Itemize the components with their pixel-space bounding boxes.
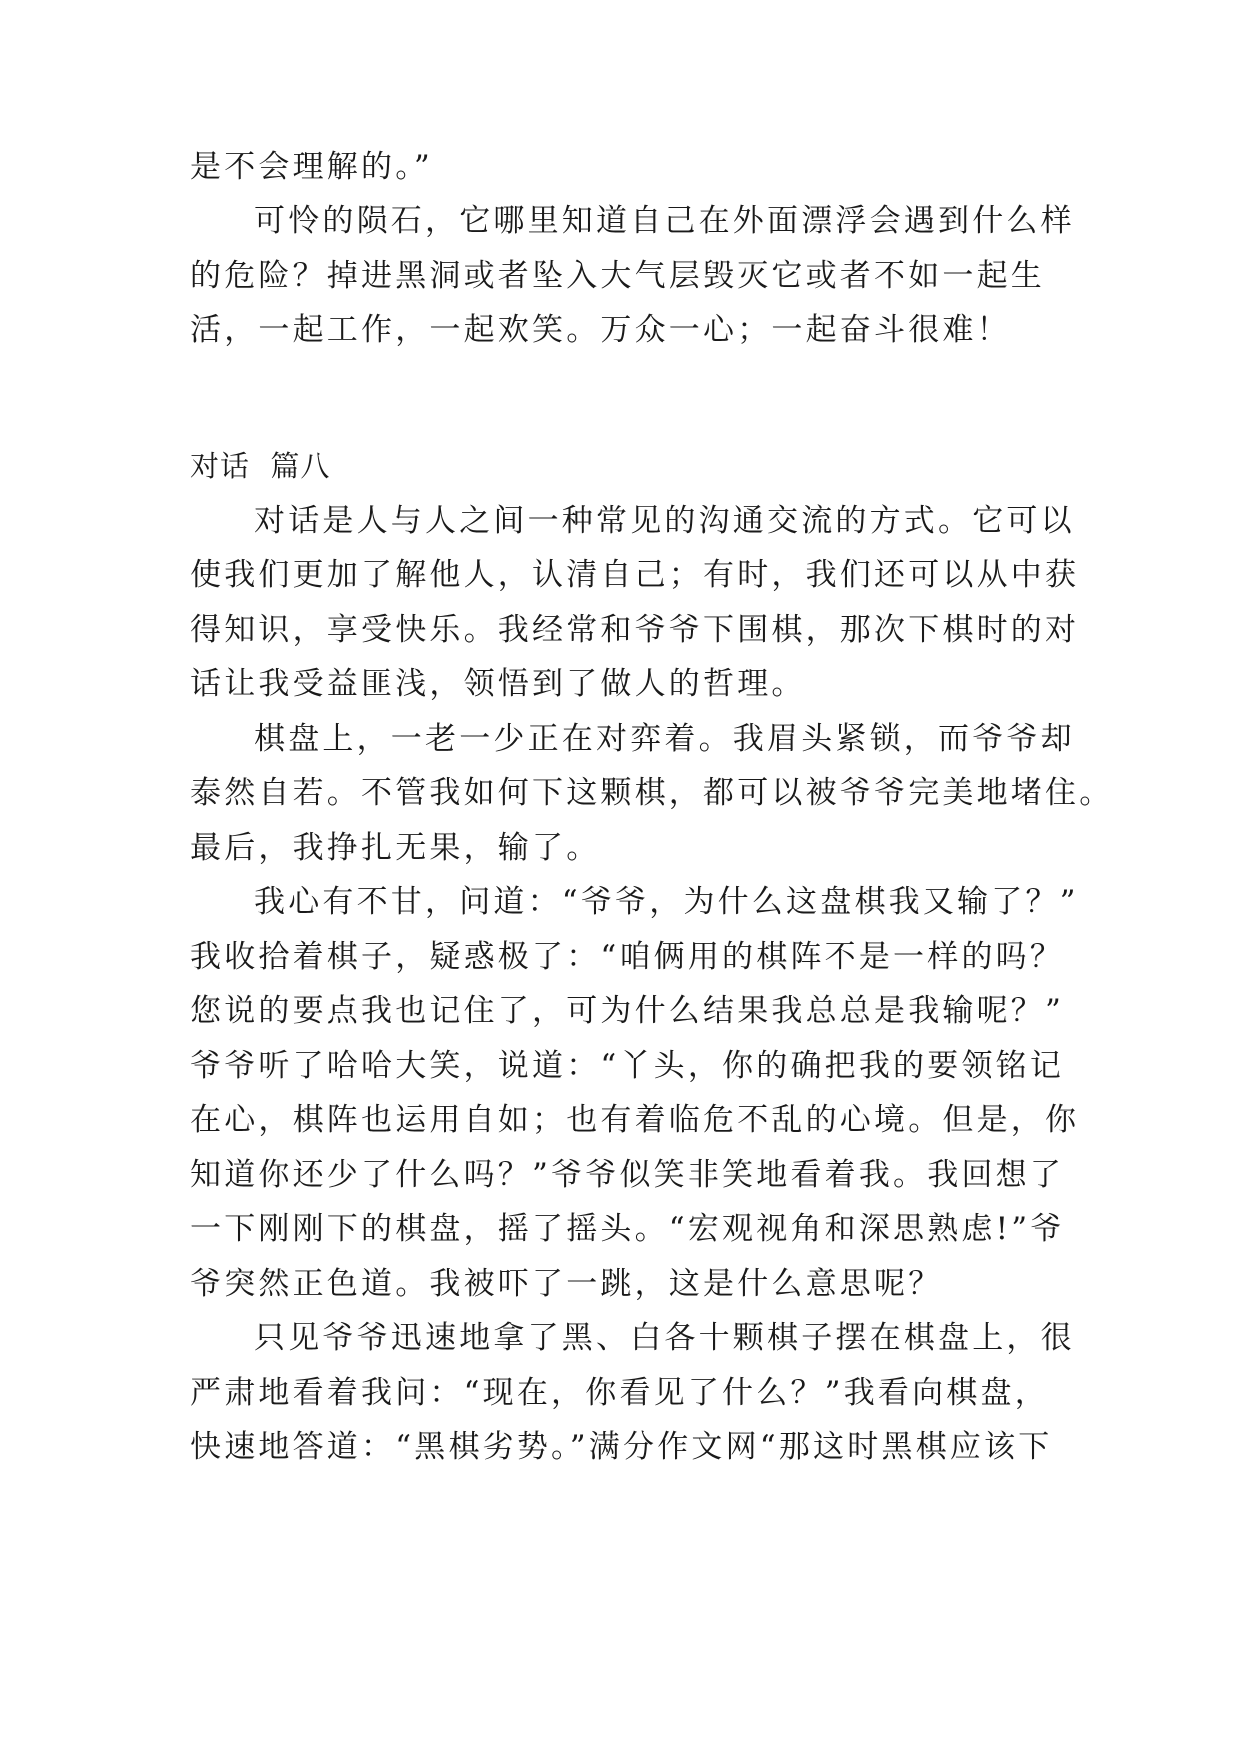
section-heading: 对话 篇八 [190,449,331,483]
paragraph-line: 只见爷爷迅速地拿了黑、白各十颗棋子摆在棋盘上，很 [254,1320,1075,1356]
paragraph-line: 对话是人与人之间一种常见的沟通交流的方式。它可以 [254,503,1075,539]
paragraph-line: 爷突然正色道。我被吓了一跳，这是什么意思呢？ [190,1266,943,1302]
paragraph-line: 快速地答道：“黑棋劣势。”满分作文网“那这时黑棋应该下 [190,1429,1053,1465]
paragraph-line: 严肃地看着我问：“现在，你看见了什么？”我看向棋盘， [190,1375,1049,1411]
paragraph-line: 在心，棋阵也运用自如；也有着临危不乱的心境。但是，你 [190,1102,1080,1138]
paragraph-line: 我心有不甘，问道：“爷爷，为什么这盘棋我又输了？” [254,884,1079,920]
paragraph-line: 一下刚刚下的棋盘，摇了摇头。“宏观视角和深思熟虑!”爷 [190,1211,1065,1247]
paragraph-line: 最后，我挣扎无果，输了。 [190,830,601,866]
paragraph-line: 得知识，享受快乐。我经常和爷爷下围棋，那次下棋时的对 [190,612,1080,648]
paragraph-line: 话让我受益匪浅，领悟到了做人的哲理。 [190,666,806,702]
paragraph-line: 可怜的陨石，它哪里知道自己在外面漂浮会遇到什么样 [254,203,1075,239]
paragraph-line: 活，一起工作，一起欢笑。万众一心；一起奋斗很难！ [190,312,1011,348]
paragraph-line: 棋盘上，一老一少正在对弈着。我眉头紧锁，而爷爷却 [254,721,1075,757]
paragraph-line: 泰然自若。不管我如何下这颗棋，都可以被爷爷完美地堵住。 [190,775,1114,811]
paragraph-line: 使我们更加了解他人，认清自己；有时，我们还可以从中获 [190,557,1080,593]
paragraph-line: 是不会理解的。” [190,149,433,185]
paragraph-line: 爷爷听了哈哈大笑，说道：“丫头，你的确把我的要领铭记 [190,1048,1065,1084]
paragraph-line: 的危险？掉进黑洞或者坠入大气层毁灭它或者不如一起生 [190,258,1045,294]
paragraph-line: 知道你还少了什么吗？”爷爷似笑非笑地看着我。我回想了 [190,1157,1065,1193]
paragraph-line: 您说的要点我也记住了，可为什么结果我总总是我输呢？” [190,993,1065,1029]
paragraph-line: 我收拾着棋子，疑惑极了：“咱俩用的棋阵不是一样的吗？ [190,939,1065,975]
